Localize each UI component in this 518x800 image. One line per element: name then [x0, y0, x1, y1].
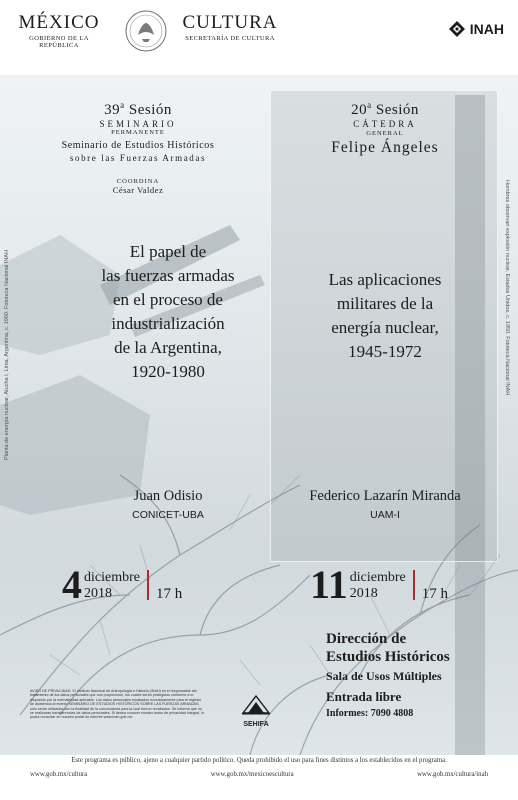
left-photo-caption: Planta de energía nuclear, Atucha I, Lima, Argentina, c. 1960. Fototeca Nacional INAH [4, 249, 10, 460]
footer-link-mexicoescultura[interactable]: www.gob.mx/mexicoescultura [210, 771, 294, 778]
left-seminar-line2: PERMANENTE [111, 129, 165, 136]
left-date-divider [147, 570, 149, 600]
left-session-number: 39$^a$ Sesión [104, 100, 172, 118]
right-speaker-name: Federico Lazarín Miranda [309, 488, 461, 504]
right-chair-line1: CÁTEDRA [353, 119, 417, 129]
eagle-seal-icon [124, 9, 168, 53]
left-talk-line: El papel de [129, 242, 207, 261]
right-talk-line: Las aplicaciones [328, 270, 442, 289]
inah-name: INAH [469, 21, 504, 37]
right-session-header [280, 100, 490, 157]
right-date-month-year [350, 570, 406, 602]
left-speaker-name: Juan Odisio [133, 488, 203, 504]
left-date-year: 2018 [84, 586, 112, 601]
partner-logos [232, 693, 280, 728]
left-talk-line: en el proceso de [113, 290, 223, 309]
left-talk-line: industrialización [111, 314, 225, 333]
coordinator-name: César Valdez [112, 185, 164, 195]
right-date-year: 2018 [349, 586, 378, 601]
right-date-day: 11 [310, 562, 348, 607]
sehifa-logo: SEHIFA [243, 721, 269, 728]
venue-line1: Dirección de [326, 631, 407, 647]
inah-emblem-icon [448, 20, 466, 38]
right-date [310, 562, 449, 607]
government-logo [14, 12, 104, 49]
coordinator-label: COORDINA [116, 178, 160, 185]
venue-entry: Entrada libre [326, 689, 402, 704]
inah-logo [448, 20, 504, 38]
left-talk-line: las fuerzas armadas [101, 266, 235, 285]
left-date [62, 562, 183, 607]
left-session-header [28, 100, 248, 195]
venue-block [326, 630, 516, 719]
right-talk-line: energía nuclear, [331, 318, 439, 337]
government-name: MÉXICO [18, 12, 100, 33]
ministry-name: CULTURA [182, 12, 278, 33]
venue-line2: Estudios Históricos [326, 649, 450, 665]
privacy-notice: AVISO DE PRIVACIDAD. El Instituto Nacional de Antropología e Historia (INAH) es el responsable del tratamiento de los datos personales que nos proporcione, los cuales serán protegidos conforme a lo dispuesto por la normatividad aplicable. Los datos personales recabados exclusivamente para el registro de asistencia al evento SEMINARIO DE ESTUDIOS HISTÓRICOS SOBRE LAS FUERZAS ARMADAS, sólo serán utilizados con la finalidad de la convocatoria para la cual fueron recabados. Se informa que no se realizarán transferencias de datos personales. Si desea conocer nuestro aviso de privacidad integral, lo podrá consultar en nuestro portal de internet www.inah.gob.mx [30, 689, 205, 720]
right-talk-line: 1945-1972 [348, 342, 422, 361]
left-date-month-year [84, 570, 140, 602]
archive-logo-icon [241, 693, 271, 715]
left-talk-line: 1920-1980 [131, 362, 205, 381]
left-talk-line: de la Argentina, [114, 338, 222, 357]
footer-link-inah[interactable]: www.gob.mx/cultura/inah [417, 771, 488, 778]
left-series-line1: Seminario de Estudios Históricos [61, 140, 215, 151]
right-talk-title [290, 268, 480, 364]
ministry-logo [180, 12, 280, 42]
right-date-hour: 17 h [421, 586, 449, 602]
footer-links [30, 771, 488, 778]
left-date-day: 4 [62, 562, 82, 607]
right-speaker-block [280, 488, 490, 521]
footer-disclaimer: Este programa es público, ajeno a cualquier partido político. Queda prohibido el uso para fines distintos a los establecidos en el programa. [71, 757, 447, 764]
right-date-divider [413, 570, 415, 600]
right-date-month: diciembre [349, 570, 406, 585]
right-chair-name: Felipe Ángeles [331, 139, 439, 156]
venue-room: Sala de Usos Múltiples [326, 669, 442, 683]
ministry-subtitle: SECRETARÍA DE CULTURA [185, 35, 275, 42]
left-speaker-institution: CONICET-UBA [132, 509, 204, 521]
footer-link-cultura[interactable]: www.gob.mx/cultura [30, 771, 88, 778]
right-session-number: 20$^a$ Sesión [351, 100, 419, 118]
left-speaker-block [78, 488, 258, 521]
right-chair-line2: GENERAL [366, 130, 404, 137]
header [0, 0, 518, 75]
left-talk-title [78, 240, 258, 384]
left-seminar-line1: SEMINARIO [99, 119, 177, 129]
left-date-hour: 17 h [155, 586, 183, 602]
government-subtitle: GOBIERNO DE LA REPÚBLICA [29, 35, 89, 49]
right-speaker-institution: UAM-I [370, 509, 400, 521]
left-date-month: diciembre [84, 570, 140, 585]
left-series-line2: sobre las Fuerzas Armadas [69, 153, 207, 163]
venue-info: Informes: 7090 4808 [326, 708, 414, 719]
right-photo-caption: Hombres observan explosión nuclear, Estados Unidos, c. 1950. Fototeca Nacional INAH [504, 180, 510, 396]
right-talk-line: militares de la [336, 294, 434, 313]
